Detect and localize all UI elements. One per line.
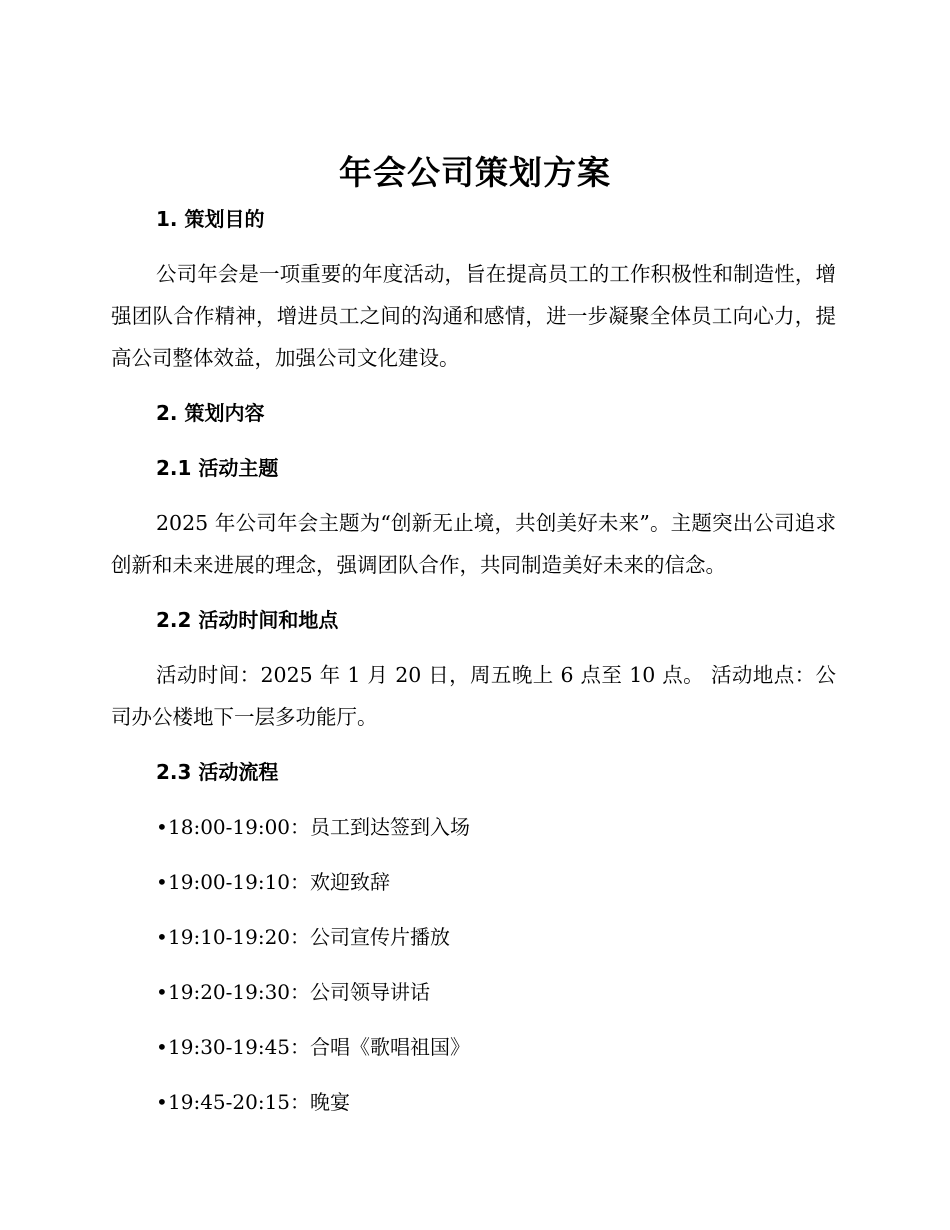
- section-heading-time-place: 2.2 活动时间和地点: [156, 608, 339, 632]
- section-heading-flow: 2.3 活动流程: [156, 760, 279, 784]
- separator: ：: [290, 925, 311, 949]
- bullet: •: [156, 925, 168, 949]
- schedule-time: 19:00-19:10: [168, 870, 291, 894]
- list-item: [156, 812, 470, 842]
- schedule-time: 19:45-20:15: [168, 1090, 291, 1114]
- schedule-item: 晚宴: [310, 1090, 351, 1114]
- schedule-time: 19:30-19:45: [168, 1035, 291, 1059]
- paragraph-purpose: 公司年会是一项重要的年度活动，旨在提高员工的工作积极性和制造性，增强团队合作精神，增进员工之间的沟通和感情，进一步凝聚全体员工向心力，提高公司整体效益，加强公司文化建设。: [111, 262, 836, 370]
- bullet: •: [156, 870, 168, 894]
- bullet: •: [156, 1035, 168, 1059]
- list-item: [156, 922, 450, 952]
- separator: ：: [290, 1035, 311, 1059]
- paragraph-theme: 2025 年公司年会主题为“创新无止境，共创美好未来”。主题突出公司追求创新和未来进展的理念，强调团队合作，共同制造美好未来的信念。: [111, 511, 836, 577]
- separator: ：: [290, 980, 311, 1004]
- schedule-time: 19:10-19:20: [168, 925, 291, 949]
- bullet: •: [156, 815, 168, 839]
- bullet: •: [156, 1090, 168, 1114]
- page-title: 年会公司策划方案: [339, 153, 611, 192]
- list-item: [156, 867, 390, 897]
- separator: ：: [290, 870, 311, 894]
- schedule-time: 18:00-19:00: [168, 815, 291, 839]
- list-item: [156, 1087, 350, 1117]
- bullet: •: [156, 980, 168, 1004]
- section-heading-theme: 2.1 活动主题: [156, 456, 279, 480]
- schedule-item: 合唱《歌唱祖国》: [310, 1035, 471, 1059]
- separator: ：: [290, 1090, 311, 1114]
- schedule-item: 公司领导讲话: [310, 980, 431, 1004]
- paragraph-time-place: 活动时间：2025 年 1 月 20 日，周五晚上 6 点至 10 点。 活动地点：公司办公楼地下一层多功能厅。: [111, 663, 836, 729]
- separator: ：: [290, 815, 311, 839]
- list-item: [156, 977, 430, 1007]
- schedule-item: 员工到达签到入场: [310, 815, 471, 839]
- schedule-item: 欢迎致辞: [310, 870, 391, 894]
- section-heading-content: 2. 策划内容: [156, 401, 265, 425]
- schedule-item: 公司宣传片播放: [310, 925, 451, 949]
- schedule-time: 19:20-19:30: [168, 980, 291, 1004]
- list-item: [156, 1032, 470, 1062]
- section-heading-purpose: 1. 策划目的: [156, 207, 265, 231]
